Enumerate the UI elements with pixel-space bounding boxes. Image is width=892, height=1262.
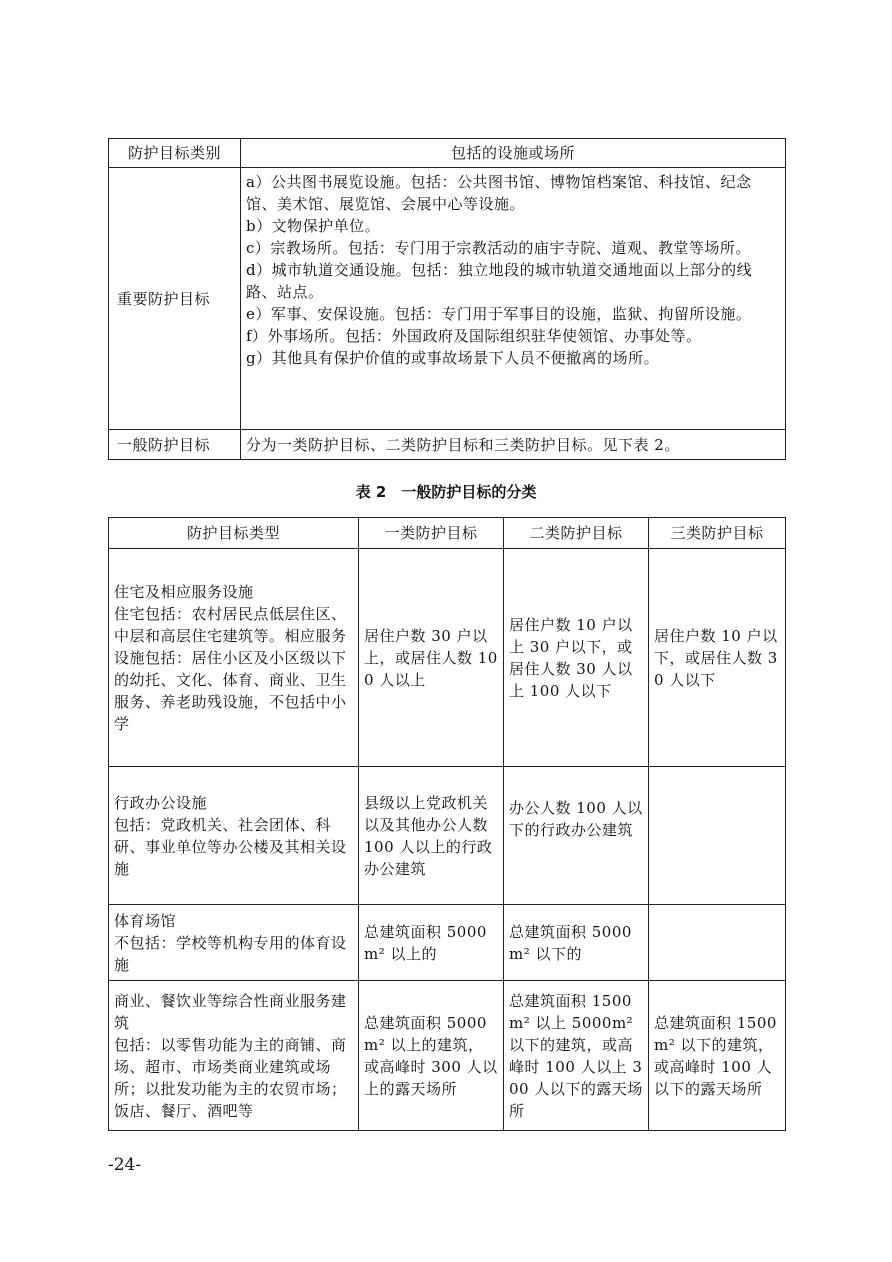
class1-cell: 总建筑面积 5000m² 以上的 [359,905,504,981]
list-item: a）公共图书展览设施。包括：公共图书馆、博物馆档案馆、科技馆、纪念馆、美术馆、展览馆、会展中心等设施。 [246,173,752,213]
type-cell [109,981,359,1131]
table-row [109,430,786,460]
general-protection-target-classification-table [108,517,786,1131]
list-item: c）宗教场所。包括：专门用于宗教活动的庙宇寺院、道观、教堂等场所。 [246,239,751,257]
type-description: 包括：党政机关、社会团体、科研、事业单位等办公楼及其相关设施 [114,815,347,878]
type-cell [109,549,359,767]
class3-cell: 总建筑面积 1500m² 以下的建筑，或高峰时 100 人以下的露天场所 [649,981,786,1131]
type-title: 商业、餐饮业等综合性商业服务建筑 [114,991,347,1032]
table-row [109,168,786,430]
list-item: e）军事、安保设施。包括：专门用于军事目的设施，监狱、拘留所设施。 [246,305,752,323]
type-description: 住宅包括：农村居民点低层住区、中层和高层住宅建筑等。相应服务设施包括：居住小区及小区级以下的幼托、文化、体育、商业、卫生服务、养老助残设施，不包括中小学 [114,604,347,733]
table-row [109,767,786,905]
class1-cell: 总建筑面积 5000m² 以上的建筑，或高峰时 300 人以上的露天场所 [359,981,504,1131]
table-header-row [109,518,786,549]
table-header-row [109,139,786,168]
table-caption: 表 2 一般防护目标的分类 [355,483,537,501]
column-header: 防护目标类别 [109,139,241,168]
type-title: 行政办公设施 [114,793,208,812]
table-row [109,549,786,767]
table-row [109,981,786,1131]
column-header: 一类防护目标 [359,518,504,549]
category-cell: 一般防护目标 [109,430,241,460]
type-cell [109,905,359,981]
class3-cell [649,905,786,981]
type-cell [109,767,359,905]
page-number: -24- [108,1155,142,1175]
items-cell: 分为一类防护目标、二类防护目标和三类防护目标。见下表 2。 [241,430,786,460]
column-header: 三类防护目标 [649,518,786,549]
list-item: f）外事场所。包括：外国政府及国际组织驻华使领馆、办事处等。 [246,327,702,345]
class3-cell [649,767,786,905]
protection-target-category-table [108,138,786,460]
class2-cell: 居住户数 10 户以上 30 户以下，或居住人数 30 人以上 100 人以下 [504,549,649,767]
class1-cell: 县级以上党政机关以及其他办公人数 100 人以上的行政办公建筑 [359,767,504,905]
items-cell [241,168,786,430]
class2-cell: 总建筑面积 5000m² 以下的 [504,905,649,981]
table-row [109,905,786,981]
list-item: g）其他具有保护价值的或事故场景下人员不便撤离的场所。 [246,349,660,367]
list-item: d）城市轨道交通设施。包括：独立地段的城市轨道交通地面以上部分的线路、站点。 [246,261,753,301]
class1-cell: 居住户数 30 户以上，或居住人数 100 人以上 [359,549,504,767]
type-title: 体育场馆 [114,911,177,930]
class2-cell: 办公人数 100 人以下的行政办公建筑 [504,767,649,905]
column-header: 防护目标类型 [109,518,359,549]
column-header: 二类防护目标 [504,518,649,549]
class2-cell: 总建筑面积 1500m² 以上 5000m² 以下的建筑，或高峰时 100 人以上 300 人以下的露天场所 [504,981,649,1131]
class3-cell: 居住户数 10 户以下，或居住人数 30 人以下 [649,549,786,767]
column-header: 包括的设施或场所 [241,139,786,168]
type-description: 包括：以零售功能为主的商铺、商场、超市、市场类商业建筑或场所；以批发功能为主的农贸市场；饭店、餐厅、酒吧等 [114,1035,347,1120]
list-item: b）文物保护单位。 [246,217,381,235]
type-description: 不包括：学校等机构专用的体育设施 [114,933,347,974]
category-cell: 重要防护目标 [109,168,241,430]
type-title: 住宅及相应服务设施 [114,582,254,601]
